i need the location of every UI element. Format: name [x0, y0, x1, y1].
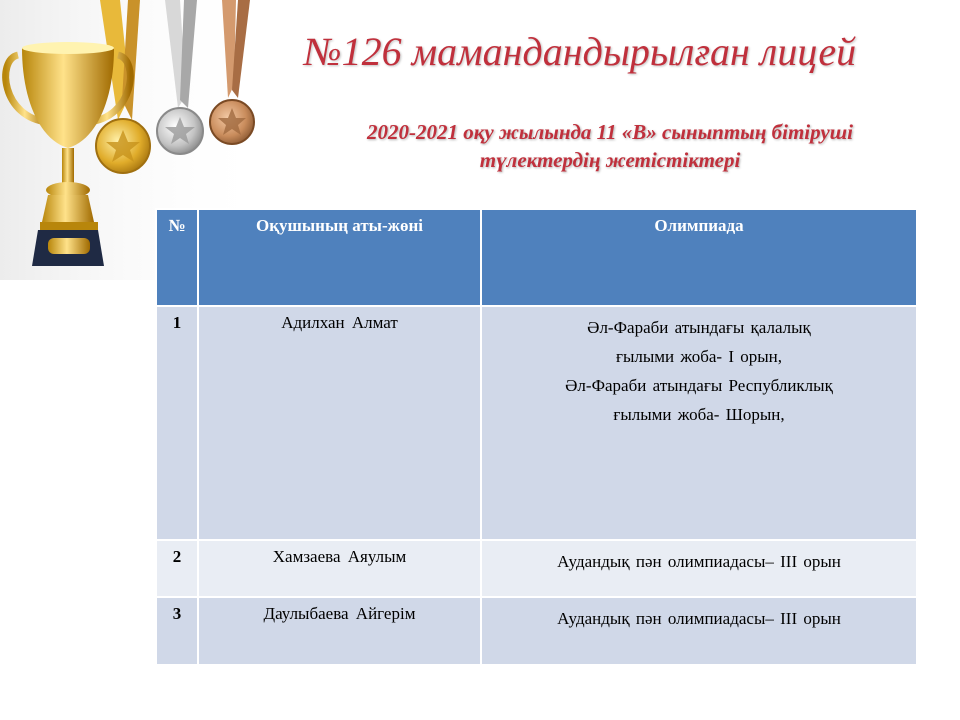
- page-subtitle: [280, 118, 940, 174]
- olympiad-result: [481, 540, 917, 597]
- olympiad-result: [481, 306, 917, 540]
- student-name: Хамзаева Аяулым: [198, 540, 481, 597]
- header-olympiad: Олимпиада: [481, 209, 917, 306]
- olympiad-line: Аудандық пән олимпиадасы– ІІІ орын: [557, 609, 841, 628]
- olympiad-line: ғылыми жоба- І орын,: [615, 347, 782, 366]
- olympiad-line: Әл-Фараби атындағы қалалық: [587, 318, 811, 337]
- row-number: 3: [156, 597, 198, 665]
- olympiad-line: ғылыми жоба- Шорын,: [613, 405, 785, 424]
- student-name: Даулыбаева Айгерім: [198, 597, 481, 665]
- table-row: [156, 597, 917, 665]
- table-header-row: [156, 209, 917, 306]
- row-number: 2: [156, 540, 198, 597]
- subtitle-line-1: 2020-2021 оқу жылында 11 «В» сыныптың бітіруші: [366, 120, 853, 144]
- subtitle-line-2: түлектердің жетістіктері: [479, 148, 741, 172]
- header-num: №: [156, 209, 198, 306]
- olympiad-line: Аудандық пән олимпиадасы– ІІІ орын: [557, 552, 841, 571]
- table-row: [156, 540, 917, 597]
- olympiad-result: [481, 597, 917, 665]
- row-number: 1: [156, 306, 198, 540]
- header-student-name: Оқушының аты-жөні: [198, 209, 481, 306]
- table-row: [156, 306, 917, 540]
- page-title: №126 мамандандырылған лицей: [303, 29, 857, 74]
- olympiad-line: Әл-Фараби атындағы Республиклық: [565, 376, 833, 395]
- achievements-table: [155, 208, 918, 666]
- student-name: Адилхан Алмат: [198, 306, 481, 540]
